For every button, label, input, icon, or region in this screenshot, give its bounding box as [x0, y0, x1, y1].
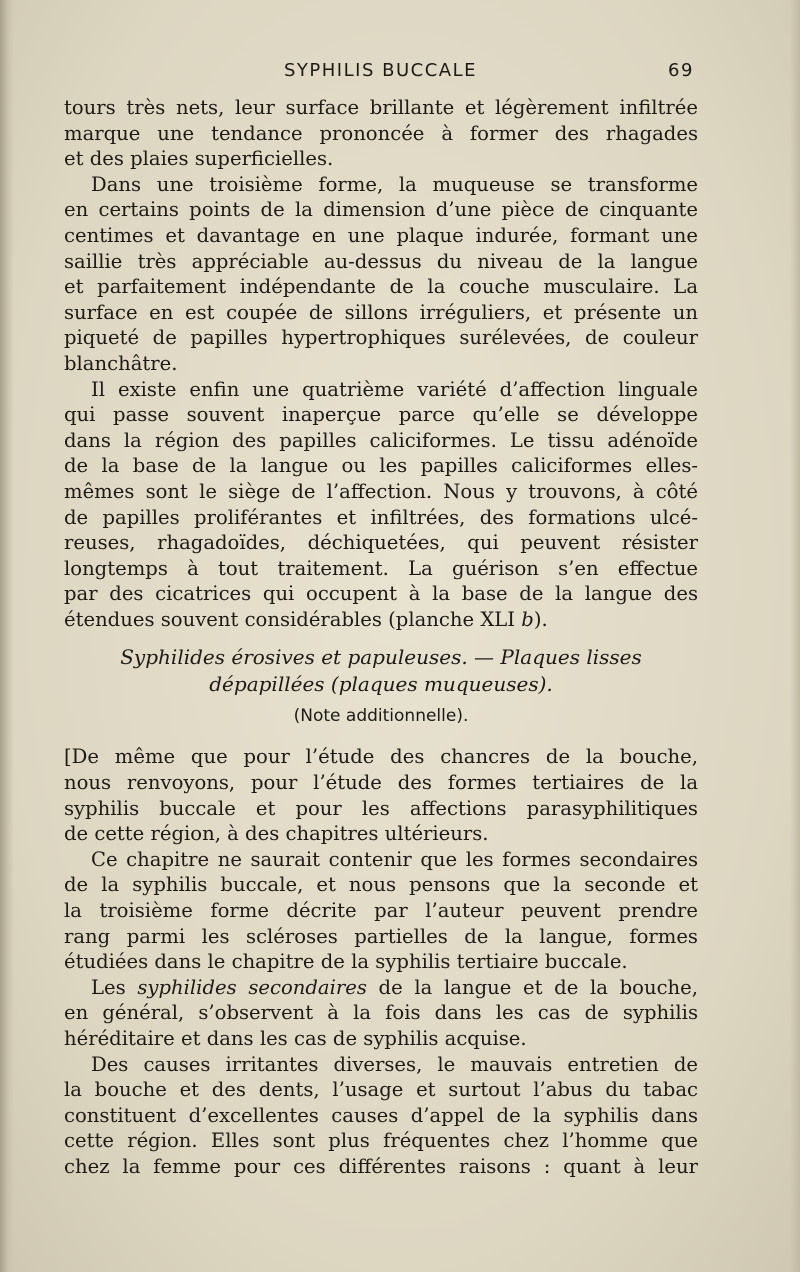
text-run: de la langue et de la bouche,	[366, 975, 698, 999]
paragraph-1	[64, 95, 698, 172]
text-line: Des causes irritantes diverses, le mauvais entretien de	[91, 1052, 698, 1076]
text-line: chez la femme pour ces différentes raisons : quant à leur	[64, 1154, 698, 1178]
text-line: héréditaire et dans les cas de syphilis acquise.	[64, 1027, 527, 1050]
text-line: de la base de la langue ou les papilles caliciformes elles-	[64, 454, 698, 478]
text-line: et parfaitement indépendante de la couche musculaire. La	[64, 275, 698, 299]
text-line: longtemps à tout traitement. La guérison s’en effectue	[64, 556, 698, 580]
plate-letter: b	[521, 607, 534, 631]
text-line: saillie très appréciable au-dessus du niveau de la langue	[64, 249, 698, 273]
spacer	[64, 730, 698, 744]
section-note: (Note additionnelle).	[293, 706, 469, 727]
text-line: syphilis buccale et pour les affections parasyphilitiques	[64, 796, 698, 820]
text-line: étudiées dans le chapitre de la syphilis tertiaire buccale.	[64, 950, 628, 974]
text-line: tours très nets, leur surface brillante et légèrement infiltrée	[64, 96, 698, 119]
text-line	[64, 975, 698, 1001]
text-line: [De même que pour l’étude des chancres de la bouche,	[64, 745, 698, 769]
text-line: et des plaies superficielles.	[64, 147, 334, 171]
spacer	[64, 632, 698, 644]
text-run: ).	[533, 607, 548, 631]
text-line: Dans une troisième forme, la muqueuse se transforme	[91, 172, 698, 196]
text-line: par des cicatrices qui occupent à la base de la langue des	[64, 582, 698, 606]
text-line: en général, s’observent à la fois dans les cas de syphilis	[64, 1001, 698, 1025]
text-line: nous renvoyons, pour l’étude des formes tertiaires de la	[64, 771, 698, 795]
page-edge-shadow	[790, 0, 800, 1272]
text-line: de cette région, à des chapitres ultérieurs.	[64, 822, 489, 846]
text-line: constituent d’excellentes causes d’appel de la syphilis dans	[64, 1103, 698, 1127]
text-line: de la syphilis buccale, et nous pensons que la seconde et	[64, 873, 698, 897]
text-line: en certains points de la dimension d’une pièce de cinquante	[64, 198, 698, 222]
running-head	[0, 60, 800, 88]
paragraph-6	[64, 975, 698, 1052]
running-head-title: SYPHILIS BUCCALE	[284, 60, 477, 81]
paragraph-4	[64, 744, 698, 846]
section-heading-line-1: Syphilides érosives et papuleuses. — Plaques lisses	[120, 645, 642, 670]
text-line: reuses, rhagadoïdes, déchiquetées, qui peuvent résister	[64, 531, 698, 555]
text-line: la troisième forme décrite par l’auteur peuvent prendre	[64, 899, 698, 923]
text-line: cette région. Elles sont plus fréquentes chez l’homme que	[64, 1129, 698, 1153]
text-line: rang parmi les scléroses partielles de la langue, formes	[64, 924, 698, 948]
text-line: dans la région des papilles caliciformes. Le tissu adénoïde	[64, 428, 698, 452]
paragraph-7	[64, 1052, 698, 1180]
text-line: de papilles proliférantes et infiltrées, des formations ulcé-	[64, 505, 698, 529]
text-line: Il existe enfin une quatrième variété d’affection linguale	[91, 377, 698, 401]
text-line	[64, 607, 698, 633]
paragraph-5	[64, 847, 698, 975]
paragraph-2	[64, 172, 698, 377]
italic-term: syphilides secondaires	[137, 975, 367, 999]
text-line: marque une tendance prononcée à former des rhagades	[64, 121, 698, 145]
page-gutter-shadow	[0, 0, 14, 1272]
text-line: mêmes sont le siège de l’affection. Nous y trouvons, à côté	[64, 479, 698, 503]
section-heading	[64, 644, 698, 730]
text-line: surface en est coupée de sillons irréguliers, et présente un	[64, 300, 698, 324]
text-line: blanchâtre.	[64, 351, 178, 375]
text-line: centimes et davantage en une plaque indurée, formant une	[64, 223, 698, 247]
body-text	[64, 95, 698, 1180]
text-line: piqueté de papilles hypertrophiques surélevées, de couleur	[64, 326, 698, 350]
paragraph-3	[64, 377, 698, 633]
text-line: Ce chapitre ne saurait contenir que les formes secondaires	[91, 847, 698, 871]
text-line: qui passe souvent inaperçue parce qu’elle se développe	[64, 403, 698, 427]
page-number: 69	[668, 60, 694, 81]
text-run: étendues souvent considérables (planche XLI	[64, 607, 522, 631]
text-run: Les	[91, 975, 138, 999]
text-line: la bouche et des dents, l’usage et surtout l’abus du tabac	[64, 1078, 698, 1102]
section-heading-line-2: dépapillées (plaques muqueuses).	[209, 672, 553, 697]
